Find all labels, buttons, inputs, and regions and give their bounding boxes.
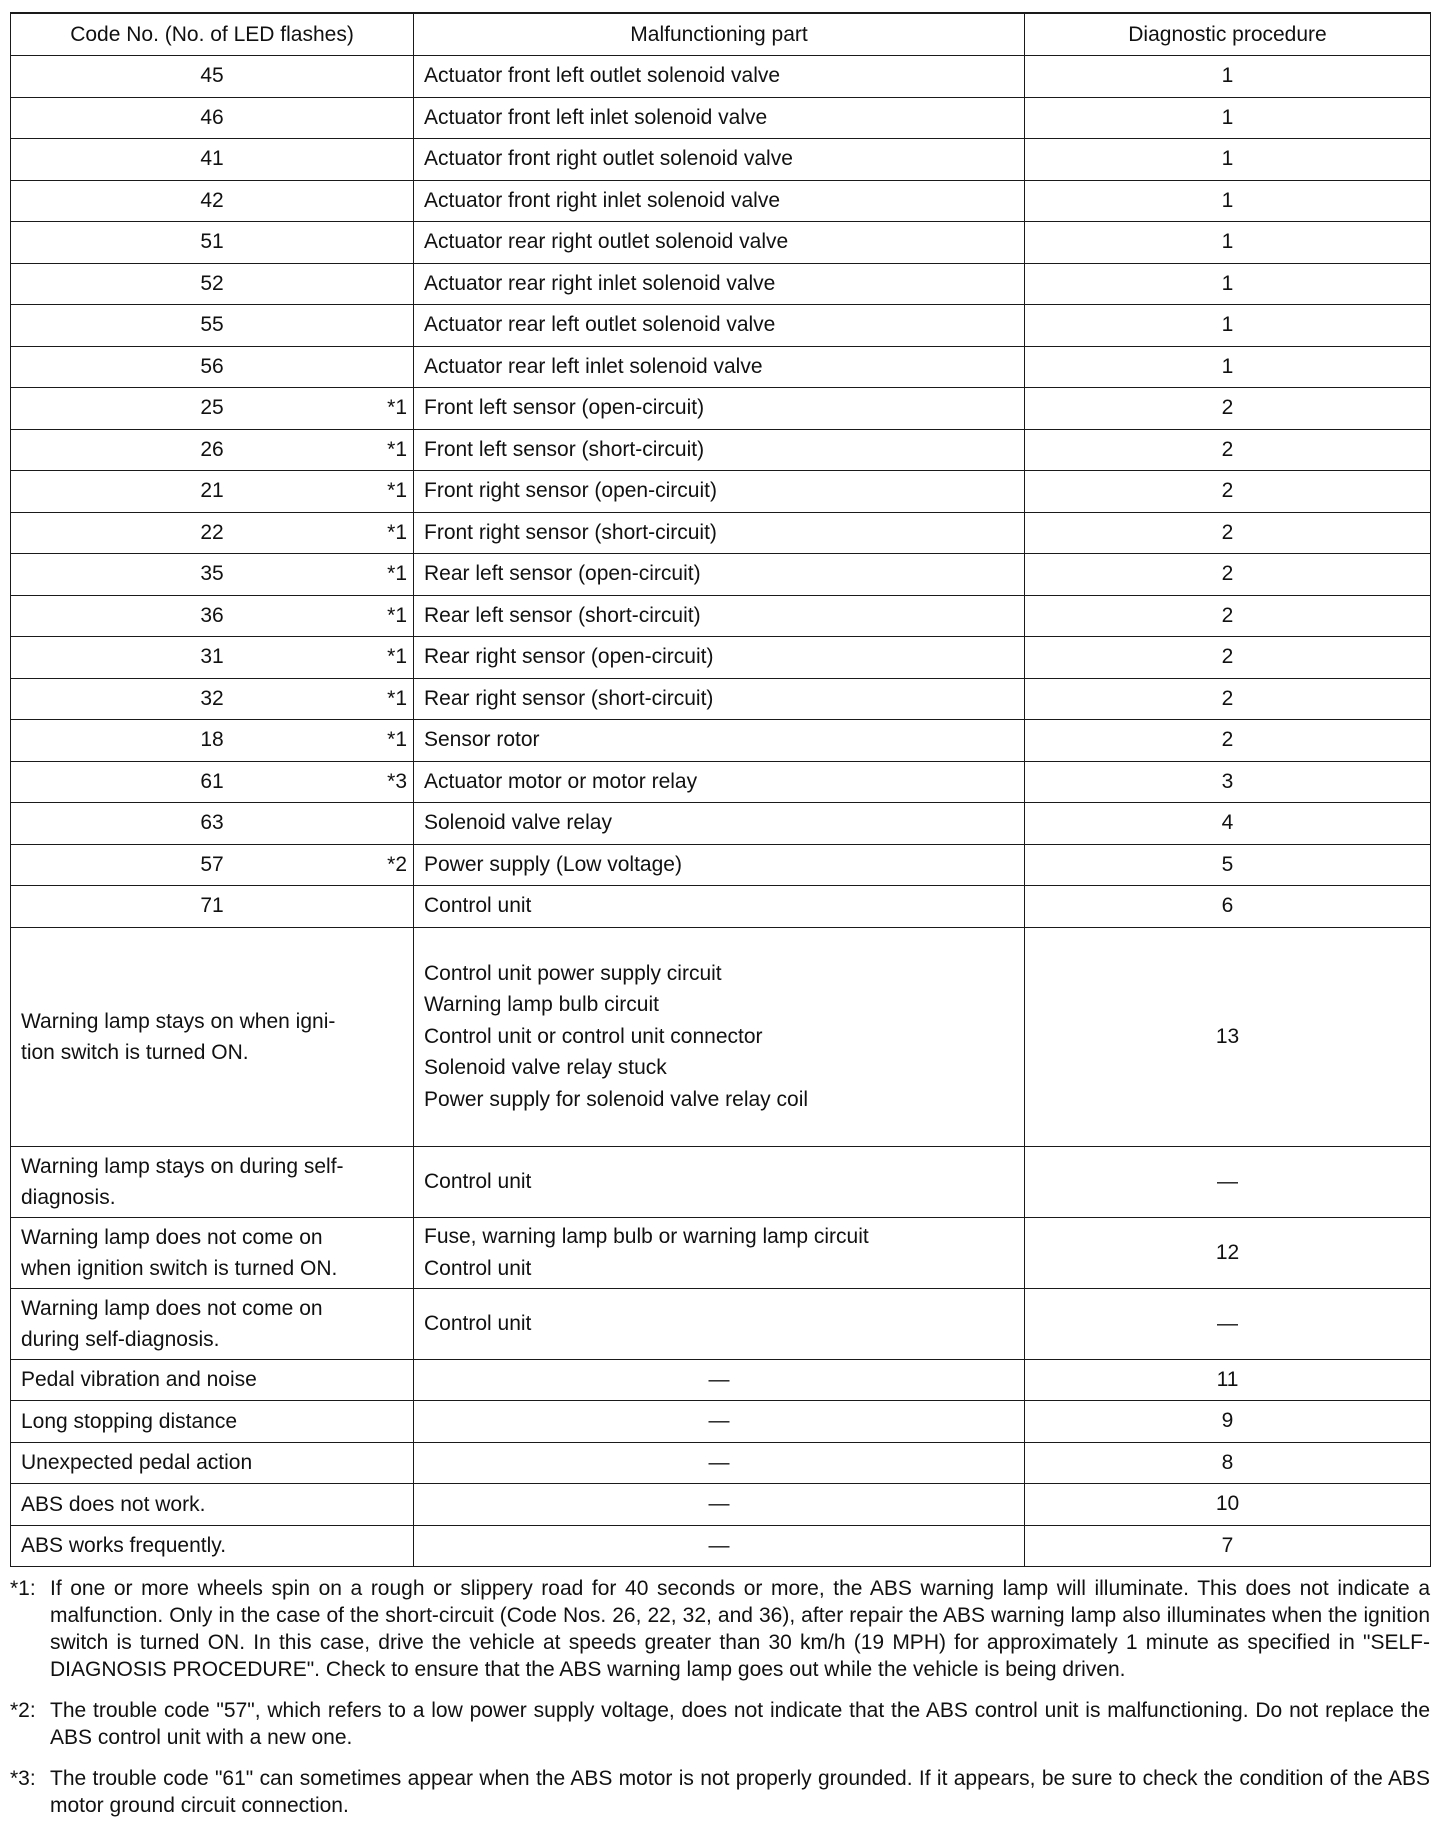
procedure-cell: 1: [1025, 139, 1431, 181]
part-cell: Actuator motor or motor relay: [414, 761, 1025, 803]
procedure-cell: 2: [1025, 512, 1431, 554]
procedure-cell: 2: [1025, 595, 1431, 637]
procedure-cell: 2: [1025, 678, 1431, 720]
procedure-cell: 1: [1025, 56, 1431, 98]
footnotes: [10, 1575, 1430, 1819]
part-cell: Actuator front left inlet solenoid valve: [414, 97, 1025, 139]
code-number: 71: [200, 894, 224, 918]
table-row: [11, 637, 1431, 679]
code-number: 45: [200, 64, 224, 88]
footnote-marker: *1: [387, 479, 407, 503]
procedure-cell: 2: [1025, 720, 1431, 762]
part-line: Control unit power supply circuit: [424, 961, 722, 985]
part-cell: [414, 1484, 1025, 1526]
footnote-marker: *1: [387, 603, 407, 627]
procedure-cell: 2: [1025, 471, 1431, 513]
code-number: 26: [200, 437, 224, 461]
code-cell: [11, 222, 414, 264]
table-row: [11, 346, 1431, 388]
table-row: [11, 1484, 1431, 1526]
code-number: 52: [200, 271, 224, 295]
header-part: Malfunctioning part: [414, 13, 1025, 56]
symptom-line: Warning lamp does not come on: [21, 1225, 323, 1249]
footnote-marker: *1: [387, 396, 407, 420]
part-cell: [414, 927, 1025, 1146]
part-line: Solenoid valve relay stuck: [424, 1056, 667, 1080]
table-row: [11, 886, 1431, 928]
symptom-line: Unexpected pedal action: [21, 1451, 253, 1475]
procedure-cell: 2: [1025, 429, 1431, 471]
code-cell: [11, 844, 414, 886]
symptom-cell: [11, 1288, 414, 1359]
code-cell: [11, 97, 414, 139]
part-line: Power supply for solenoid valve relay coil: [424, 1087, 809, 1111]
procedure-cell: —: [1025, 1146, 1431, 1217]
table-row: [11, 720, 1431, 762]
part-cell: [414, 1146, 1025, 1217]
footnote: [10, 1575, 1430, 1683]
code-number: 55: [200, 313, 224, 337]
procedure-cell: 1: [1025, 222, 1431, 264]
part-cell: Actuator front right inlet solenoid valve: [414, 180, 1025, 222]
symptom-line: Long stopping distance: [21, 1409, 237, 1433]
table-row: [11, 1359, 1431, 1401]
code-number: 31: [200, 645, 224, 669]
part-cell: [414, 1217, 1025, 1288]
code-number: 21: [200, 479, 224, 503]
procedure-cell: 11: [1025, 1359, 1431, 1401]
part-cell: Actuator rear right inlet solenoid valve: [414, 263, 1025, 305]
table-row: [11, 222, 1431, 264]
code-cell: [11, 471, 414, 513]
procedure-cell: 5: [1025, 844, 1431, 886]
table-row: [11, 471, 1431, 513]
part-line: —: [708, 1409, 730, 1433]
part-cell: Rear left sensor (short-circuit): [414, 595, 1025, 637]
part-line: Fuse, warning lamp bulb or warning lamp circuit: [424, 1225, 869, 1248]
header-procedure: Diagnostic procedure: [1025, 13, 1431, 56]
part-line: Control unit or control unit connector: [424, 1024, 763, 1048]
procedure-cell: 1: [1025, 97, 1431, 139]
procedure-cell: 9: [1025, 1401, 1431, 1443]
table-row: [11, 1525, 1431, 1567]
procedure-cell: 7: [1025, 1525, 1431, 1567]
symptom-cell: [11, 927, 414, 1146]
code-cell: [11, 886, 414, 928]
code-number: 22: [200, 520, 224, 544]
code-cell: [11, 761, 414, 803]
procedure-cell: 3: [1025, 761, 1431, 803]
part-cell: [414, 1288, 1025, 1359]
code-cell: [11, 554, 414, 596]
part-cell: Sensor rotor: [414, 720, 1025, 762]
table-row: [11, 180, 1431, 222]
part-line: Control unit: [424, 1256, 532, 1280]
code-number: 56: [200, 354, 224, 378]
symptom-line: Warning lamp stays on during self-: [21, 1154, 344, 1178]
footnote-text: The trouble code "61" can sometimes appear when the ABS motor is not properly grounded. If it appears, be sure to check the condition of the ABS motor ground circuit connection.: [50, 1767, 1430, 1817]
procedure-cell: 2: [1025, 637, 1431, 679]
code-cell: [11, 263, 414, 305]
table-row: [11, 1442, 1431, 1484]
code-cell: [11, 346, 414, 388]
table-row: [11, 139, 1431, 181]
code-cell: [11, 595, 414, 637]
procedure-cell: 1: [1025, 305, 1431, 347]
part-line: Control unit: [424, 1311, 532, 1335]
code-number: 42: [200, 188, 224, 212]
symptom-line: Warning lamp does not come on: [21, 1296, 323, 1320]
footnote-marker: *3: [387, 769, 407, 793]
diagnosis-table: [10, 12, 1431, 1567]
part-line: —: [708, 1367, 730, 1391]
procedure-cell: 1: [1025, 263, 1431, 305]
procedure-cell: 2: [1025, 554, 1431, 596]
symptom-cell: [11, 1217, 414, 1288]
symptom-line: ABS works frequently.: [21, 1534, 227, 1558]
part-cell: Actuator rear left inlet solenoid valve: [414, 346, 1025, 388]
table-row: [11, 263, 1431, 305]
code-cell: [11, 56, 414, 98]
table-row: [11, 1217, 1431, 1288]
table-row: [11, 678, 1431, 720]
part-cell: Actuator front right outlet solenoid valve: [414, 139, 1025, 181]
part-line: Control unit: [424, 1169, 532, 1193]
part-cell: Rear left sensor (open-circuit): [414, 554, 1025, 596]
footnote-mark: *1:: [10, 1577, 36, 1600]
part-cell: Front left sensor (open-circuit): [414, 388, 1025, 430]
code-cell: [11, 678, 414, 720]
symptom-cell: [11, 1484, 414, 1526]
footnote-marker: *1: [387, 437, 407, 461]
code-number: 46: [200, 105, 224, 129]
table-row: [11, 1288, 1431, 1359]
procedure-cell: 1: [1025, 180, 1431, 222]
code-number: 25: [200, 396, 224, 420]
part-cell: [414, 1442, 1025, 1484]
header-code: Code No. (No. of LED flashes): [11, 13, 414, 56]
footnote: [10, 1697, 1430, 1751]
table-row: [11, 803, 1431, 845]
footnote-marker: *1: [387, 686, 407, 710]
footnote-marker: *2: [387, 852, 407, 876]
procedure-cell: 12: [1025, 1217, 1431, 1288]
part-cell: Actuator front left outlet solenoid valve: [414, 56, 1025, 98]
code-cell: [11, 637, 414, 679]
code-cell: [11, 512, 414, 554]
part-cell: Actuator rear right outlet solenoid valve: [414, 222, 1025, 264]
symptom-cell: [11, 1359, 414, 1401]
code-cell: [11, 388, 414, 430]
code-number: 35: [200, 562, 224, 586]
footnote: [10, 1765, 1430, 1819]
table-row: [11, 844, 1431, 886]
code-cell: [11, 803, 414, 845]
part-cell: Solenoid valve relay: [414, 803, 1025, 845]
symptom-cell: [11, 1442, 414, 1484]
footnote-marker: *1: [387, 562, 407, 586]
document-page: [10, 12, 1430, 1833]
table-row: [11, 512, 1431, 554]
part-line: Warning lamp bulb circuit: [424, 993, 659, 1017]
code-number: 41: [200, 147, 224, 171]
footnote-marker: *1: [387, 645, 407, 669]
table-header-row: [11, 13, 1431, 56]
symptom-cell: [11, 1401, 414, 1443]
code-cell: [11, 139, 414, 181]
footnote-mark: *2:: [10, 1699, 36, 1722]
table-row: [11, 1146, 1431, 1217]
symptom-line: diagnosis.: [21, 1185, 116, 1209]
symptom-line: Pedal vibration and noise: [21, 1368, 257, 1392]
procedure-cell: 8: [1025, 1442, 1431, 1484]
part-cell: Control unit: [414, 886, 1025, 928]
part-cell: Front right sensor (short-circuit): [414, 512, 1025, 554]
part-cell: [414, 1525, 1025, 1567]
part-cell: [414, 1401, 1025, 1443]
part-cell: Actuator rear left outlet solenoid valve: [414, 305, 1025, 347]
symptom-line: tion switch is turned ON.: [21, 1040, 249, 1064]
footnote-text: If one or more wheels spin on a rough or slippery road for 40 seconds or more, the ABS warning lamp will illuminate. This does not indicate a malfunction. Only in the case of the short-circuit (Code Nos. 26, 22, 32, and 36), after repair the ABS warning lamp also illuminates when the ignition switch is turned ON. In this case, drive the vehicle at speeds greater than 30 km/h (19 MPH) for approximately 1 minute as specified in "SELF-DIAGNOSIS PROCEDURE". Check to ensure that the ABS warning lamp goes out while the vehicle is being driven.: [50, 1577, 1430, 1681]
footnote-marker: *1: [387, 728, 407, 752]
table-row: [11, 927, 1431, 1146]
table-row: [11, 97, 1431, 139]
code-cell: [11, 305, 414, 347]
symptom-line: when ignition switch is turned ON.: [21, 1256, 338, 1280]
footnote-text: The trouble code "57", which refers to a low power supply voltage, does not indicate that the ABS control unit is malfunctioning. Do not replace the ABS control unit with a new one.: [50, 1699, 1430, 1749]
table-row: [11, 305, 1431, 347]
part-line: —: [708, 1450, 730, 1474]
footnote-marker: *1: [387, 520, 407, 544]
procedure-cell: 13: [1025, 927, 1431, 1146]
table-row: [11, 1401, 1431, 1443]
procedure-cell: 2: [1025, 388, 1431, 430]
symptom-cell: [11, 1146, 414, 1217]
code-cell: [11, 180, 414, 222]
table-row: [11, 388, 1431, 430]
procedure-cell: 6: [1025, 886, 1431, 928]
code-number: 32: [200, 686, 224, 710]
part-cell: [414, 1359, 1025, 1401]
part-cell: Power supply (Low voltage): [414, 844, 1025, 886]
symptom-cell: [11, 1525, 414, 1567]
part-line: —: [708, 1492, 730, 1516]
part-cell: Rear right sensor (open-circuit): [414, 637, 1025, 679]
part-line: —: [708, 1533, 730, 1557]
part-cell: Rear right sensor (short-circuit): [414, 678, 1025, 720]
part-cell: Front left sensor (short-circuit): [414, 429, 1025, 471]
code-number: 36: [200, 603, 224, 627]
footnote-mark: *3:: [10, 1767, 36, 1790]
procedure-cell: 1: [1025, 346, 1431, 388]
table-row: [11, 554, 1431, 596]
table-row: [11, 56, 1431, 98]
code-number: 51: [200, 230, 224, 254]
table-row: [11, 761, 1431, 803]
procedure-cell: 4: [1025, 803, 1431, 845]
symptom-line: during self-diagnosis.: [21, 1327, 220, 1351]
part-cell: Front right sensor (open-circuit): [414, 471, 1025, 513]
procedure-cell: —: [1025, 1288, 1431, 1359]
procedure-cell: 10: [1025, 1484, 1431, 1526]
code-cell: [11, 429, 414, 471]
symptom-line: ABS does not work.: [21, 1492, 206, 1516]
code-number: 57: [200, 852, 224, 876]
table-row: [11, 595, 1431, 637]
code-number: 63: [200, 811, 224, 835]
code-number: 61: [200, 769, 224, 793]
code-number: 18: [200, 728, 224, 752]
code-cell: [11, 720, 414, 762]
symptom-line: Warning lamp stays on when igni-: [21, 1009, 336, 1033]
table-row: [11, 429, 1431, 471]
table-body: [11, 56, 1431, 1567]
